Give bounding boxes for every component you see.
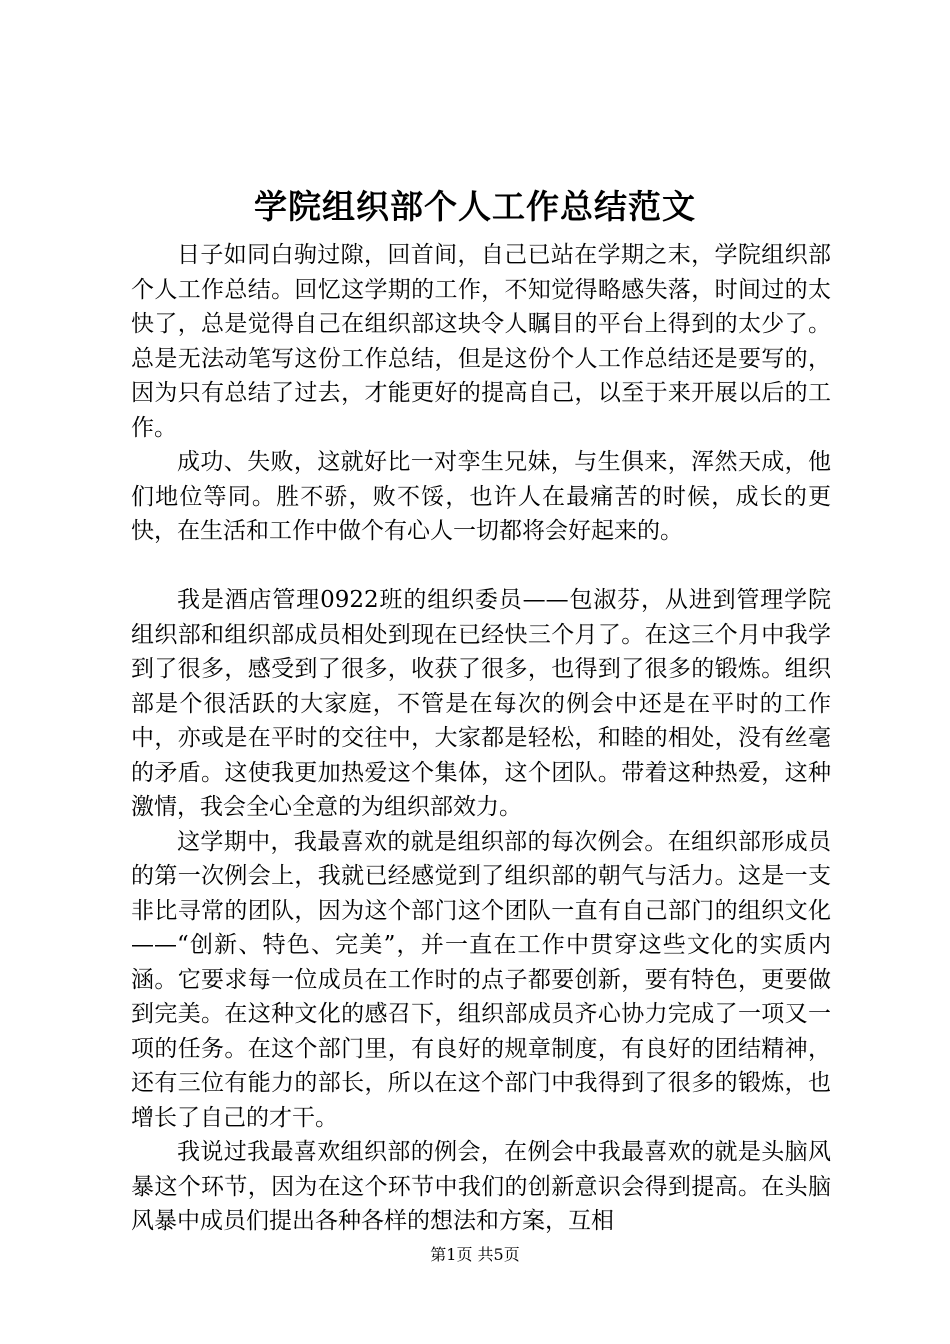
paragraph-success-failure: 成功、失败，这就好比一对孪生兄妹，与生俱来，浑然天成，他们地位等同。胜不骄，败不馁，也许人在最痛苦的时候，成长的更快，在生活和工作中做个有心人一切都将会好起来的。	[131, 449, 831, 544]
page-footer: 第1页 共5页	[430, 1245, 520, 1264]
paragraph-weekly-meetings: 这学期中，我最喜欢的就是组织部的每次例会。在组织部形成员的第一次例会上，我就已经感觉到了组织部的朝气与活力。这是一支非比寻常的团队，因为这个部门这个团队一直有自己部门的组织文化——“创新、特色、完美”，并一直在工作中贯穿这些文化的实质内涵。它要求每一位成员在工作时的点子都要创新，要有特色，更要做到完美。在这种文化的感召下，组织部成员齐心协力完成了一项又一项的任务。在这个部门里，有良好的规章制度，有良好的团结精神，还有三位有能力的部长，所以在这个部门中我得到了很多的锻炼，也增长了自己的才干。	[131, 828, 831, 1131]
paragraph-spacer	[131, 549, 831, 584]
document-title: 学院组织部个人工作总结范文	[254, 187, 696, 226]
paragraph-self-introduction: 我是酒店管理0922班的组织委员——包淑芬，从进到管理学院组织部和组织部成员相处到现在已经快三个月了。在这三个月中我学到了很多，感受到了很多，收获了很多，也得到了很多的锻炼。组织部是个很活跃的大家庭，不管是在每次的例会中还是在平时的工作中，亦或是在平时的交往中，大家都是轻松，和睦的相处，没有丝毫的矛盾。这使我更加热爱这个集体，这个团队。带着这种热爱，这种激情，我会全心全意的为组织部效力。	[131, 587, 831, 820]
paragraph-brainstorming: 我说过我最喜欢组织部的例会，在例会中我最喜欢的就是头脑风暴这个环节，因为在这个环节中我们的创新意识会得到提高。在头脑风暴中成员们提出各种各样的想法和方案，互相	[131, 1139, 831, 1234]
paragraph-intro: 日子如同白驹过隙，回首间，自己已站在学期之末，学院组织部个人工作总结。回忆这学期的工作，不知觉得略感失落，时间过的太快了，总是觉得自己在组织部这块令人瞩目的平台上得到的太少了。总是无法动笔写这份工作总结，但是这份个人工作总结还是要写的，因为只有总结了过去，才能更好的提高自己，以至于来开展以后的工作。	[131, 242, 831, 441]
document-body	[131, 238, 831, 1239]
